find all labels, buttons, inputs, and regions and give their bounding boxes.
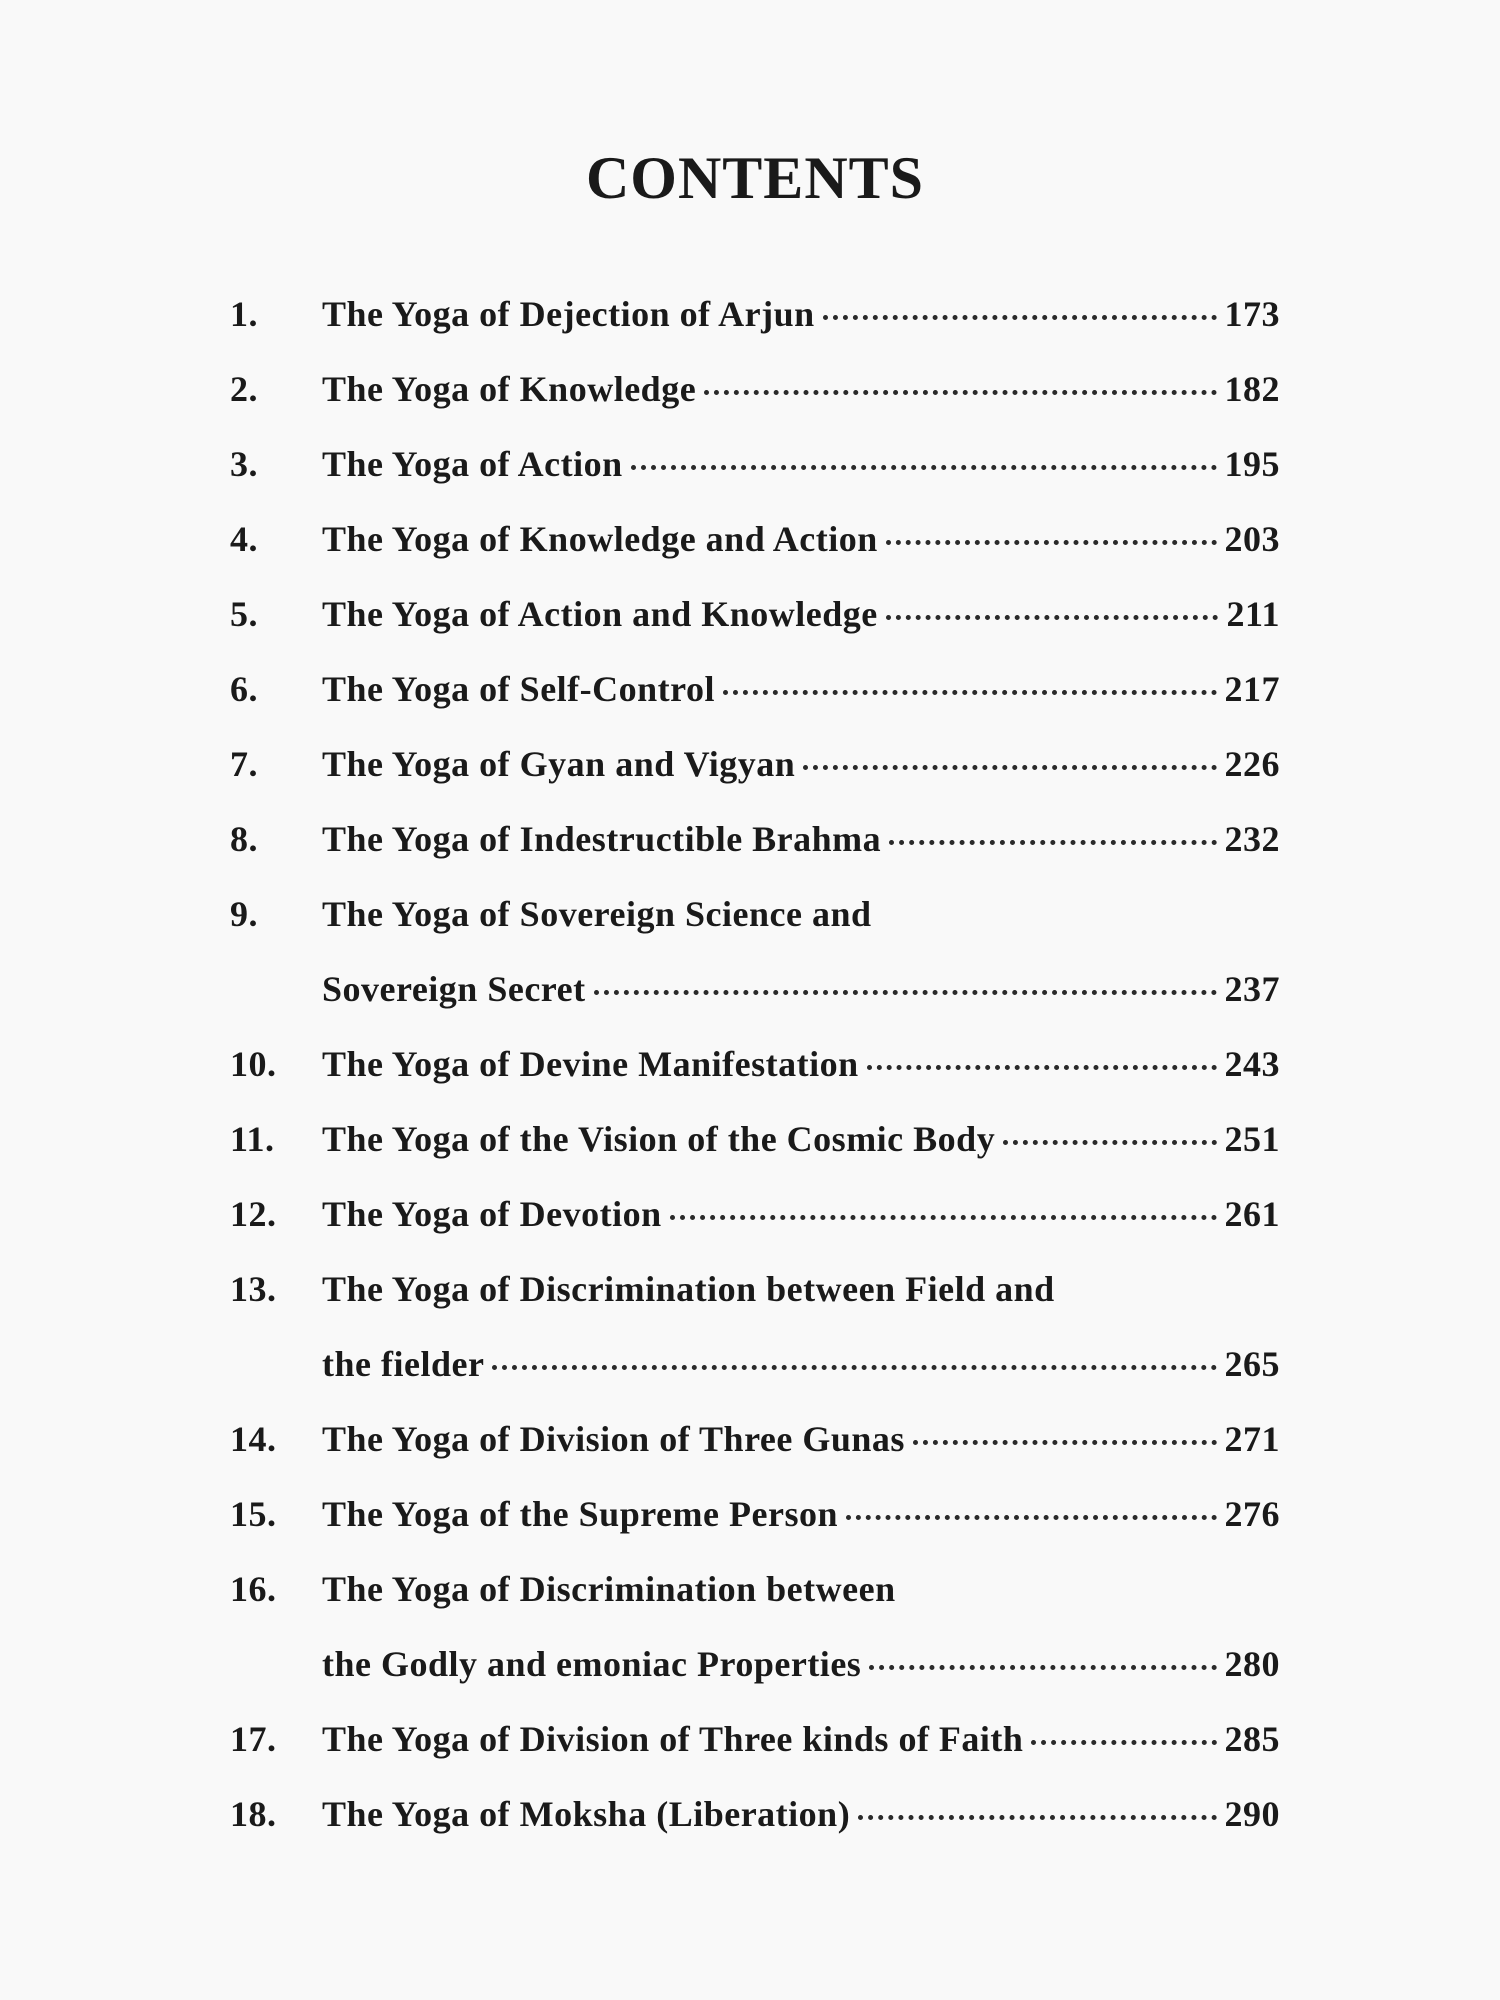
chapter-title: The Yoga of Devine Manifestation	[322, 1044, 859, 1084]
page-number: 203	[1224, 519, 1280, 559]
toc-entry	[230, 1709, 1280, 1784]
toc-line	[322, 1409, 1280, 1469]
toc-line	[322, 1634, 1280, 1694]
chapter-title: The Yoga of Gyan and Vigyan	[322, 744, 796, 784]
chapter-number: 18.	[230, 1794, 277, 1834]
dot-leader	[670, 1215, 1217, 1220]
toc-line	[322, 1259, 1280, 1319]
page-number: 261	[1224, 1194, 1280, 1234]
page-number: 276	[1224, 1494, 1280, 1534]
chapter-number: 8.	[230, 819, 258, 859]
chapter-number: 3.	[230, 444, 258, 484]
toc-line	[322, 584, 1280, 644]
toc-entry	[230, 809, 1280, 884]
dot-leader	[594, 990, 1217, 995]
chapter-title-continued: the Godly and emoniac Properties	[322, 1644, 862, 1684]
page-number: 265	[1224, 1344, 1280, 1384]
chapter-title: The Yoga of the Supreme Person	[322, 1494, 838, 1534]
dot-leader	[723, 690, 1217, 695]
chapter-title: The Yoga of Knowledge	[322, 369, 697, 409]
toc-entry	[230, 434, 1280, 509]
page-number: 243	[1224, 1044, 1280, 1084]
toc-line	[322, 809, 1280, 869]
chapter-number: 4.	[230, 519, 258, 559]
page-number: 182	[1224, 369, 1280, 409]
toc-entry-continuation	[230, 959, 1280, 1034]
toc-entry-continuation	[230, 1334, 1280, 1409]
toc-line	[322, 734, 1280, 794]
dot-leader	[492, 1365, 1216, 1370]
dot-leader	[1031, 1740, 1216, 1745]
chapter-title: The Yoga of Division of Three Gunas	[322, 1419, 905, 1459]
page-number: 173	[1224, 294, 1280, 334]
dot-leader	[803, 765, 1216, 770]
toc-entry	[230, 1259, 1280, 1334]
toc-entry	[230, 734, 1280, 809]
chapter-title: The Yoga of Action	[322, 444, 623, 484]
page-number: 271	[1224, 1419, 1280, 1459]
toc-entry	[230, 1109, 1280, 1184]
page-number: 237	[1224, 969, 1280, 1009]
chapter-title: The Yoga of Discrimination between	[322, 1569, 896, 1609]
dot-leader	[631, 465, 1217, 470]
dot-leader	[869, 1665, 1216, 1670]
dot-leader	[1003, 1140, 1216, 1145]
toc-line	[322, 284, 1280, 344]
chapter-title: The Yoga of Division of Three kinds of Faith	[322, 1719, 1024, 1759]
dot-leader	[823, 315, 1217, 320]
toc-entry	[230, 584, 1280, 659]
chapter-number: 5.	[230, 594, 258, 634]
dot-leader	[889, 840, 1216, 845]
toc-line	[322, 1034, 1280, 1094]
chapter-number: 7.	[230, 744, 258, 784]
toc-line	[322, 1709, 1280, 1769]
toc-entry	[230, 359, 1280, 434]
toc-entry	[230, 1559, 1280, 1634]
toc-line	[322, 1109, 1280, 1169]
toc-entry	[230, 1484, 1280, 1559]
dot-leader	[704, 390, 1216, 395]
chapter-title: The Yoga of Action and Knowledge	[322, 594, 878, 634]
chapter-number: 6.	[230, 669, 258, 709]
toc-line	[322, 959, 1280, 1019]
toc-line	[322, 1334, 1280, 1394]
table-of-contents	[230, 284, 1280, 1859]
chapter-number: 14.	[230, 1419, 277, 1459]
toc-line	[322, 1784, 1280, 1844]
toc-line	[322, 1484, 1280, 1544]
chapter-title-continued: the fielder	[322, 1344, 485, 1384]
chapter-title: The Yoga of the Vision of the Cosmic Body	[322, 1119, 996, 1159]
chapter-number: 11.	[230, 1119, 275, 1159]
toc-entry	[230, 1034, 1280, 1109]
dot-leader	[913, 1440, 1217, 1445]
toc-entry	[230, 1784, 1280, 1859]
toc-entry-continuation	[230, 1634, 1280, 1709]
chapter-number: 16.	[230, 1569, 277, 1609]
chapter-number: 2.	[230, 369, 258, 409]
page-number: 211	[1226, 594, 1280, 634]
dot-leader	[858, 1815, 1216, 1820]
chapter-number: 13.	[230, 1269, 277, 1309]
chapter-title-continued: Sovereign Secret	[322, 969, 586, 1009]
chapter-number: 10.	[230, 1044, 277, 1084]
dot-leader	[867, 1065, 1217, 1070]
page-title: CONTENTS	[585, 145, 925, 211]
toc-entry	[230, 884, 1280, 959]
chapter-title: The Yoga of Knowledge and Action	[322, 519, 878, 559]
page-number: 251	[1224, 1119, 1280, 1159]
toc-line	[322, 884, 1280, 944]
page-number: 285	[1224, 1719, 1280, 1759]
chapter-number: 12.	[230, 1194, 277, 1234]
toc-line	[322, 1184, 1280, 1244]
chapter-title: The Yoga of Discrimination between Field and	[322, 1269, 1055, 1309]
toc-entry	[230, 659, 1280, 734]
chapter-number: 9.	[230, 894, 258, 934]
toc-line	[322, 1559, 1280, 1619]
chapter-title: The Yoga of Moksha (Liberation)	[322, 1794, 851, 1834]
toc-line	[322, 434, 1280, 494]
chapter-title: The Yoga of Indestructible Brahma	[322, 819, 882, 859]
toc-entry	[230, 284, 1280, 359]
toc-entry	[230, 509, 1280, 584]
chapter-title: The Yoga of Self-Control	[322, 669, 715, 709]
dot-leader	[846, 1515, 1217, 1520]
toc-line	[322, 659, 1280, 719]
page-number: 280	[1224, 1644, 1280, 1684]
toc-entry	[230, 1184, 1280, 1259]
chapter-number: 17.	[230, 1719, 277, 1759]
chapter-title: The Yoga of Devotion	[322, 1194, 662, 1234]
toc-line	[322, 509, 1280, 569]
page-number: 217	[1224, 669, 1280, 709]
page-number: 232	[1224, 819, 1280, 859]
page-number: 226	[1224, 744, 1280, 784]
dot-leader	[886, 540, 1217, 545]
toc-line	[322, 359, 1280, 419]
chapter-number: 15.	[230, 1494, 277, 1534]
page-number: 195	[1224, 444, 1280, 484]
chapter-title: The Yoga of Sovereign Science and	[322, 894, 872, 934]
dot-leader	[886, 615, 1219, 620]
chapter-title: The Yoga of Dejection of Arjun	[322, 294, 815, 334]
toc-entry	[230, 1409, 1280, 1484]
page-number: 290	[1224, 1794, 1280, 1834]
chapter-number: 1.	[230, 294, 258, 334]
